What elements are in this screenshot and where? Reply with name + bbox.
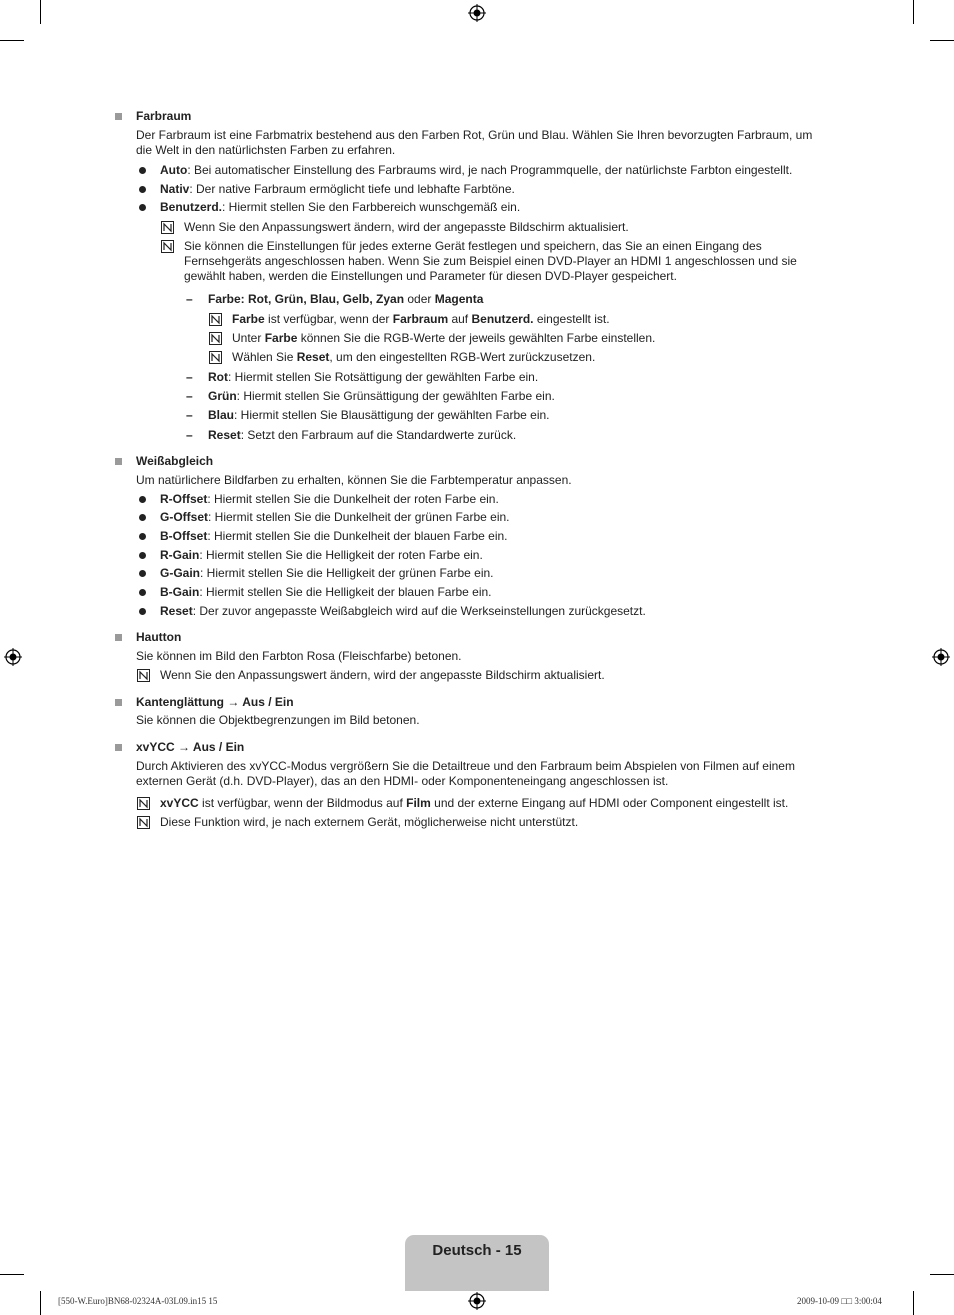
note-text: Diese Funktion wird, je nach externem Gerät, möglicherweise nicht unterstützt.	[160, 815, 579, 829]
list-item-term: Reset	[160, 604, 193, 618]
subnote-plain: Unter	[232, 331, 265, 345]
note-icon	[137, 797, 150, 810]
dash-item-term: Magenta	[434, 292, 484, 306]
list-item	[160, 585, 492, 600]
print-slug-right: 2009-10-09 □□ 3:00:04	[797, 1296, 882, 1306]
print-slug-left: [550-W.Euro]BN68-02324A-03L09.in15 15	[58, 1296, 218, 1306]
list-item-text: : Der zuvor angepasste Weißabgleich wird auf die Werkseinstellungen zurückgesetzt.	[192, 604, 646, 618]
list-item-text: : Hiermit stellen Sie die Dunkelheit der blauen Farbe ein.	[207, 529, 508, 543]
list-item	[160, 604, 646, 619]
list-item-term: Auto	[160, 163, 188, 177]
note-text: Wenn Sie den Anpassungswert ändern, wird der angepasste Bildschirm aktualisiert.	[160, 668, 605, 682]
note-plain: und der externe Eingang auf HDMI oder Component eingestellt ist.	[430, 796, 789, 810]
registration-mark-icon	[468, 1292, 486, 1310]
list-item-text: : Hiermit stellen Sie die Dunkelheit der grünen Farbe ein.	[208, 510, 510, 524]
list-item	[160, 492, 499, 507]
note-plain: ist verfügbar, wenn der Bildmodus auf	[198, 796, 407, 810]
note-bold: Film	[406, 796, 431, 810]
note-icon	[161, 221, 174, 234]
square-bullet-icon	[115, 634, 122, 641]
dash-item-term: Blau	[208, 408, 235, 422]
bullet-icon	[139, 608, 146, 615]
bullet-icon	[139, 552, 146, 559]
list-item	[160, 529, 508, 544]
section-heading: Hautton	[136, 630, 182, 644]
square-bullet-icon	[115, 113, 122, 120]
note-text: Sie können die Einstellungen für jedes externe Gerät festlegen und speichern, das Sie an einen Eingang des Fernsehgeräts angeschlossen haben. Wenn Sie zum Beispiel einen DVD-Player an HDMI 1 angeschlossen und sie gewählt haben, werden die Einstellungen und Parameter für diesen DVD-Player gespeichert.	[184, 239, 797, 283]
dash-item	[208, 389, 555, 404]
crop-mark	[40, 0, 41, 24]
square-bullet-icon	[115, 699, 122, 706]
square-bullet-icon	[115, 458, 122, 465]
bullet-icon	[139, 514, 146, 521]
section-heading: Weißabgleich	[136, 454, 214, 468]
registration-mark-icon	[4, 648, 22, 666]
list-item	[160, 566, 494, 581]
bullet-icon	[139, 533, 146, 540]
crop-mark	[913, 0, 914, 24]
list-item-term: B-Offset	[160, 529, 208, 543]
bullet-icon	[139, 496, 146, 503]
dash-bullet: –	[186, 408, 193, 422]
subnote-text	[232, 350, 595, 365]
dash-bullet: –	[186, 428, 193, 442]
crop-mark	[930, 40, 954, 41]
list-item-text: : Hiermit stellen Sie die Helligkeit der blauen Farbe ein.	[199, 585, 492, 599]
list-item-text: : Bei automatischer Einstellung des Farbraums wird, je nach Programmquelle, der natürlichste Farbton eingestellt.	[187, 163, 793, 177]
note-bold: xvYCC	[160, 796, 199, 810]
list-item-text: : Der native Farbraum ermöglicht tiefe und lebhafte Farbtöne.	[189, 182, 515, 196]
dash-bullet: –	[186, 370, 193, 384]
subnote-plain: eingestellt ist.	[533, 312, 610, 326]
list-item-term: G-Gain	[160, 566, 201, 580]
section-intro: Sie können im Bild den Farbton Rosa (Fleischfarbe) betonen.	[136, 649, 462, 663]
bullet-icon	[139, 204, 146, 211]
section-intro: Sie können die Objektbegrenzungen im Bild betonen.	[136, 713, 420, 727]
square-bullet-icon	[115, 744, 122, 751]
subnote-bold: Farbe	[264, 331, 298, 345]
subnote-plain: Wählen Sie	[232, 350, 297, 364]
dash-item-text: : Hiermit stellen Sie Blausättigung der gewählten Farbe ein.	[234, 408, 550, 422]
dash-item-text: : Hiermit stellen Sie Grünsättigung der gewählten Farbe ein.	[236, 389, 555, 403]
subnote-plain: , um den eingestellten RGB-Wert zurückzusetzen.	[329, 350, 596, 364]
subnote-bold: Benutzerd.	[471, 312, 534, 326]
bullet-icon	[139, 167, 146, 174]
list-item-text: : Hiermit stellen Sie die Dunkelheit der roten Farbe ein.	[207, 492, 499, 506]
dash-item-text: oder	[404, 292, 435, 306]
section-intro: Um natürlichere Bildfarben zu erhalten, können Sie die Farbtemperatur anpassen.	[136, 473, 572, 487]
note-icon	[137, 669, 150, 682]
dash-item	[208, 292, 483, 307]
crop-mark	[40, 1291, 41, 1315]
list-item-term: G-Offset	[160, 510, 208, 524]
dash-bullet: –	[186, 389, 193, 403]
list-item-term: R-Offset	[160, 492, 208, 506]
list-item	[160, 548, 483, 563]
section-intro: Der Farbraum ist eine Farbmatrix bestehend aus den Farben Rot, Grün und Blau. Wählen Sie Ihren bevorzugten Farbraum, um die Welt in den natürlichsten Farben zu erfahren.	[136, 128, 813, 157]
registration-mark-icon	[932, 648, 950, 666]
subnote-plain: können Sie die RGB-Werte der jeweils gewählten Farbe einstellen.	[297, 331, 656, 345]
list-item-term: R-Gain	[160, 548, 200, 562]
crop-mark	[0, 1274, 24, 1275]
subnote-text	[232, 312, 610, 327]
list-item	[160, 200, 520, 215]
dash-item-text: : Setzt den Farbraum auf die Standardwerte zurück.	[240, 428, 517, 442]
dash-bullet: –	[186, 292, 193, 306]
dash-item-term: Reset	[208, 428, 241, 442]
note-icon	[209, 332, 222, 345]
dash-item	[208, 408, 550, 423]
note-text: Wenn Sie den Anpassungswert ändern, wird der angepasste Bildschirm aktualisiert.	[184, 220, 629, 234]
dash-item-term: Rot	[208, 370, 228, 384]
subnote-bold: Farbe	[232, 312, 265, 326]
list-item-term: B-Gain	[160, 585, 200, 599]
list-item	[160, 163, 792, 178]
crop-mark	[930, 1274, 954, 1275]
list-item-term: Nativ	[160, 182, 190, 196]
subnote-text	[232, 331, 655, 346]
dash-item	[208, 428, 516, 443]
dash-item-text: : Hiermit stellen Sie Rotsättigung der gewählten Farbe ein.	[228, 370, 539, 384]
list-item-text: : Hiermit stellen Sie die Helligkeit der roten Farbe ein.	[199, 548, 483, 562]
section-heading: Farbraum	[136, 109, 192, 123]
dash-item	[208, 370, 538, 385]
dash-item-term: Farbe: Rot, Grün, Blau, Gelb, Zyan	[208, 292, 405, 306]
note-icon	[137, 816, 150, 829]
registration-mark-icon	[468, 4, 486, 22]
list-item-term: Benutzerd.	[160, 200, 223, 214]
note-icon	[161, 240, 174, 253]
bullet-icon	[139, 570, 146, 577]
list-item-text: : Hiermit stellen Sie die Helligkeit der grünen Farbe ein.	[200, 566, 494, 580]
note-text	[160, 796, 788, 811]
bullet-icon	[139, 589, 146, 596]
note-icon	[209, 351, 222, 364]
list-item	[160, 182, 515, 197]
bullet-icon	[139, 186, 146, 193]
section-heading: xvYCC → Aus / Ein	[136, 740, 245, 754]
section-heading: Kantenglättung → Aus / Ein	[136, 695, 294, 709]
subnote-bold: Reset	[296, 350, 330, 364]
subnote-plain: ist verfügbar, wenn der	[264, 312, 393, 326]
crop-mark	[0, 40, 24, 41]
crop-mark	[913, 1291, 914, 1315]
note-icon	[209, 313, 222, 326]
subnote-bold: Farbraum	[392, 312, 449, 326]
list-item-text: : Hiermit stellen Sie den Farbbereich wunschgemäß ein.	[222, 200, 521, 214]
dash-item-term: Grün	[208, 389, 237, 403]
list-item	[160, 510, 510, 525]
page-number-label: Deutsch - 15	[432, 1242, 522, 1259]
subnote-plain: auf	[448, 312, 472, 326]
section-intro: Durch Aktivieren des xvYCC-Modus vergrößern Sie die Detailtreue und den Farbraum beim Abspielen von Filmen auf einem externen Gerät (d.h. DVD-Player), das an den HDMI- oder Komponenteneingang angeschlossen ist.	[136, 759, 795, 788]
